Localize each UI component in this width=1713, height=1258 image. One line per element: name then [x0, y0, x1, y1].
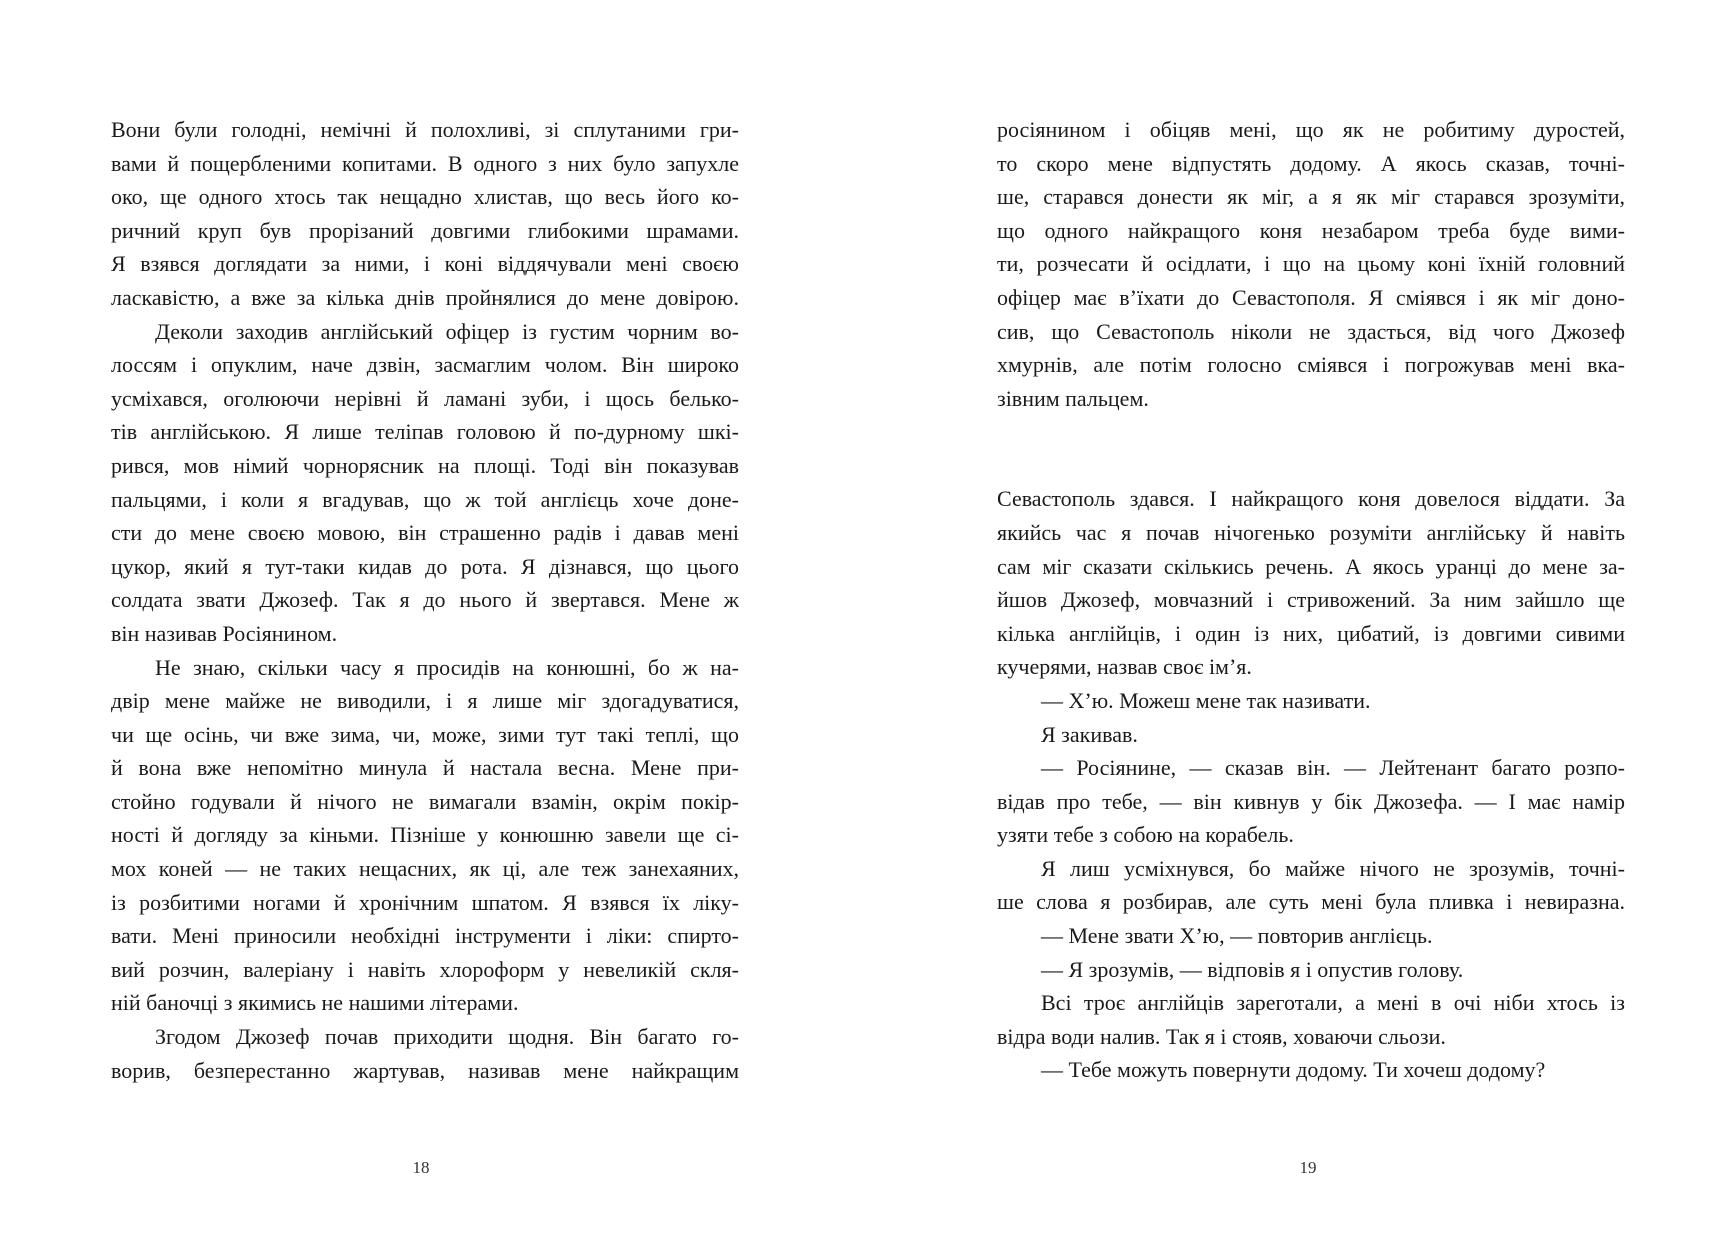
text-line: лоссям і опуклим, наче дзвін, засмаглим чолом. Він широко: [111, 352, 739, 378]
text-line: рився, мов німий чорнорясник на площі. Тоді він показував: [111, 452, 739, 478]
text-line: кілька англійців, і один із них, цибатий, із довгими сивими: [997, 620, 1625, 646]
text-line: Згодом Джозеф почав приходити щодня. Він багато го-: [155, 1024, 739, 1050]
text-line: — Х’ю. Можеш мене так називати.: [1041, 687, 1371, 713]
text-line: — Тебе можуть повернути додому. Ти хочеш додому?: [1041, 1057, 1546, 1083]
text-line: йшов Джозеф, мовчазний і стривожений. За ним зайшло ще: [997, 587, 1625, 613]
text-line: зівним пальцем.: [997, 385, 1149, 411]
text-line: росіянином і обіцяв мені, що як не робитиму дуростей,: [997, 117, 1625, 142]
text-line: чи ще осінь, чи вже зима, чи, може, зими тут такі теплі, що: [111, 721, 739, 747]
right-page-number: 19: [1299, 1158, 1317, 1177]
text-line: Деколи заходив англійський офіцер із густим чорним во-: [155, 318, 739, 344]
text-line: кучерями, назвав своє ім’я.: [997, 654, 1252, 680]
text-line: мох коней — не таких нещасних, як ці, але теж занехаяних,: [111, 856, 739, 882]
text-line: то скоро мене відпустять додому. А якось сказав, точні-: [997, 150, 1625, 176]
text-line: сам міг сказати скількись речень. А якось уранці до мене за-: [997, 553, 1625, 579]
text-line: вами й пощербленими копитами. В одного з них було запухле: [111, 150, 739, 176]
text-line: офіцер має в’їхати до Севастополя. Я сміявся і як міг доно-: [997, 284, 1625, 310]
text-line: Я взявся доглядати за ними, і коні віддячували мені своєю: [111, 251, 739, 277]
left-page-text: [111, 113, 739, 1087]
text-line: усміхався, оголюючи нерівні й ламані зуби, і щось белько-: [111, 385, 739, 411]
text-line: він називав Росіянином.: [111, 620, 338, 646]
text-line: ти, розчесати й осідлати, і що на цьому коні їхній головний: [997, 251, 1625, 277]
text-line: — Я зрозумів, — відповів я і опустив голову.: [1041, 956, 1464, 982]
text-line: Вони були голодні, немічні й полохливі, зі сплутаними гри-: [111, 117, 739, 142]
text-line: сив, що Севастополь ніколи не здасться, від чого Джозеф: [997, 318, 1625, 344]
text-line: Севастополь здався. І найкращого коня довелося віддати. За: [997, 486, 1625, 512]
text-line: ній баночці з якимись не нашими літерами.: [111, 990, 519, 1016]
text-line: Я лиш усміхнувся, бо майже нічого не зрозумів, точні-: [1041, 855, 1625, 881]
text-line: хмурнів, але потім голосно сміявся і погрожував мені вка-: [997, 352, 1625, 378]
text-line: ласкавістю, а вже за кілька днів пройнялися до мене довірою.: [111, 284, 739, 310]
text-line: ворив, безперестанно жартував, називав мене найкращим: [111, 1057, 739, 1083]
text-line: Не знаю, скільки часу я просидів на конюшні, бо ж на-: [155, 654, 739, 680]
text-line: якийсь час я почав нічогенько розуміти англійську й навіть: [997, 519, 1625, 545]
text-line: узяти тебе з собою на корабель.: [997, 822, 1294, 848]
right-page: [857, 0, 1713, 1258]
text-line: й вона вже непомітно минула й настала весна. Мене при-: [111, 755, 739, 781]
text-line: тів англійською. Я лише теліпав головою й по-дурному шкі-: [111, 419, 739, 445]
text-line: із розбитими ногами й хронічним шпатом. Я взявся їх ліку-: [111, 889, 739, 915]
section-break: [997, 415, 1625, 482]
right-page-text: [997, 113, 1625, 1087]
text-line: око, ще одного хтось так нещадно хлистав, що весь його ко-: [111, 184, 739, 210]
text-line: пальцями, і коли я вгадував, що ж той англієць хоче доне-: [111, 486, 739, 512]
text-line: сти до мене своєю мовою, він страшенно радів і давав мені: [111, 520, 739, 546]
text-line: вий розчин, валеріану і навіть хлороформ у невеликій скля-: [111, 956, 739, 982]
text-line: цукор, який я тут-таки кидав до рота. Я дізнався, що цього: [111, 553, 739, 579]
text-line: відра води налив. Так я і стояв, ховаючи сльози.: [997, 1023, 1446, 1049]
text-line: ності й догляду за кіньми. Пізніше у конюшню завели ще сі-: [111, 822, 739, 848]
text-line: Всі троє англійців зареготали, а мені в очі ніби хтось із: [1041, 990, 1625, 1016]
text-line: солдата звати Джозеф. Так я до нього й звертався. Мене ж: [111, 587, 739, 613]
text-line: — Мене звати Х’ю, — повторив англієць.: [1041, 923, 1433, 949]
left-page-number: 18: [412, 1158, 430, 1177]
text-line: — Росіянине, — сказав він. — Лейтенант багато розпо-: [1041, 755, 1625, 781]
text-line: ричний круп був прорізаний довгими глибокими шрамами.: [111, 217, 739, 243]
text-line: двір мене майже не виводили, і я лише міг здогадуватися,: [111, 688, 739, 714]
text-line: що одного найкращого коня незабаром треба буде вими-: [997, 217, 1625, 243]
left-page: [0, 0, 856, 1258]
text-line: відав про тебе, — він кивнув у бік Джозефа. — І має намір: [997, 788, 1625, 814]
text-line: стойно годували й нічого не вимагали взамін, окрім покір-: [111, 788, 739, 814]
text-line: ше слова я розбирав, але суть мені була пливка і невиразна.: [997, 889, 1625, 915]
text-line: ше, старався донести як міг, а я як міг старався зрозуміти,: [997, 184, 1625, 210]
text-line: Я закивав.: [1041, 721, 1138, 747]
text-line: вати. Мені приносили необхідні інструменти і ліки: спирто-: [111, 923, 739, 949]
